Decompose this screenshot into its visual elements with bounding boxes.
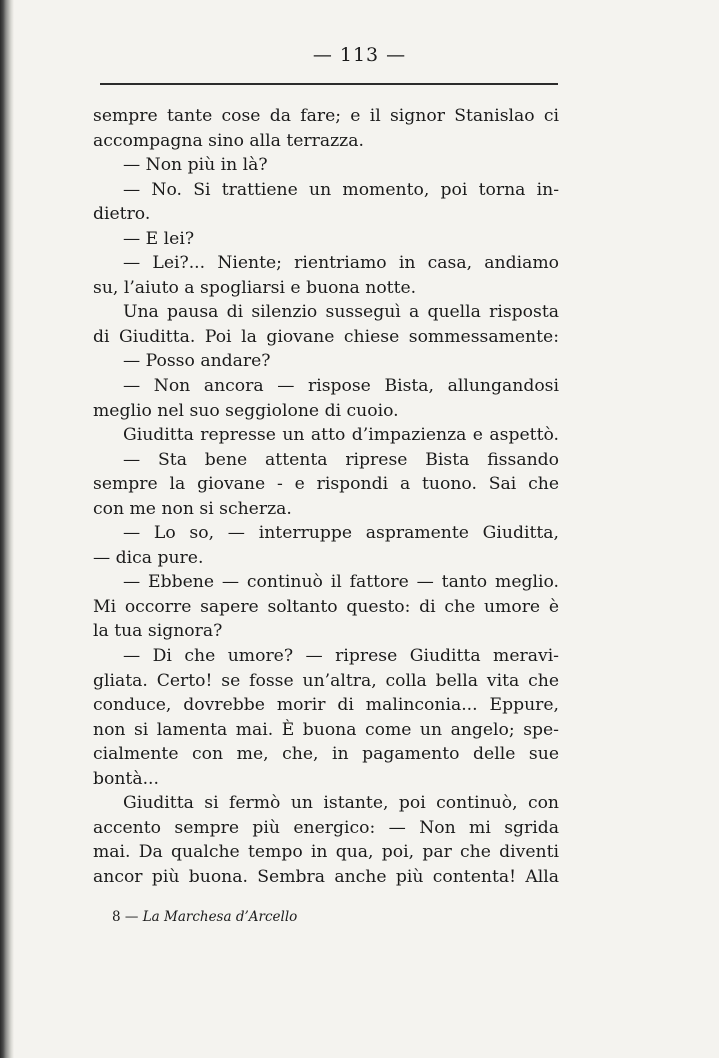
header-rule [100, 83, 558, 85]
text-line: — Non ancora — rispose Bista, allungandosi [123, 376, 559, 397]
text-line: gliata. Certo! se fosse un’altra, colla bella vita che [93, 670, 559, 691]
text-line: Giuditta si fermò un istante, poi continuò, con [123, 793, 559, 814]
text-line: — Sta bene attenta riprese Bista fissando [123, 449, 559, 470]
text-line: — Posso andare? [123, 351, 271, 372]
text-line: bontà... [93, 768, 159, 789]
text-line: Mi occorre sapere soltanto questo: di che umore è [93, 596, 559, 617]
text-line: ancor più buona. Sembra anche più contenta! Alla [93, 866, 559, 887]
text-line: accompagna sino alla terrazza. [93, 130, 364, 151]
text-line: — No. Si trattiene un momento, poi torna in- [123, 179, 559, 200]
text-line: meglio nel suo seggiolone di cuoio. [93, 400, 399, 421]
text-line: Giuditta represse un atto d’impazienza e aspettò. [123, 425, 559, 446]
printer-signature [112, 909, 297, 925]
text-line: accento sempre più energico: — Non mi sgrida [93, 817, 559, 838]
text-line: su, l’aiuto a spogliarsi e buona notte. [93, 277, 417, 298]
text-line: mai. Da qualche tempo in qua, poi, par che diventi [93, 842, 559, 863]
text-line: cialmente con me, che, in pagamento delle sue [93, 744, 559, 765]
text-line: conduce, dovrebbe morir di malinconia... Eppure, [93, 695, 559, 716]
text-line: di Giuditta. Poi la giovane chiese sommessamente: [93, 326, 559, 347]
scan-binding-shadow [0, 0, 14, 1058]
text-line: — Non più in là? [123, 155, 268, 176]
text-line: con me non si scherza. [93, 498, 292, 519]
text-line: — Di che umore? — riprese Giuditta meravi- [123, 646, 559, 667]
text-line: — Ebbene — continuò il fattore — tanto meglio. [123, 572, 559, 593]
text-line: la tua signora? [93, 621, 223, 642]
text-line: — E lei? [123, 228, 195, 249]
page-number: — 113 — [312, 44, 407, 66]
signature-title: La Marchesa d’Arcello [142, 909, 298, 925]
text-line: — Lei?... Niente; rientriamo in casa, andiamo [123, 253, 559, 274]
text-line: sempre la giovane - e rispondi a tuono. Sai che [93, 474, 559, 495]
text-line: sempre tante cose da fare; e il signor Stanislao ci [93, 106, 559, 126]
text-line: Una pausa di silenzio susseguì a quella risposta [123, 302, 559, 323]
signature-number: 8 — [112, 909, 139, 925]
text-line: — dica pure. [93, 547, 204, 568]
text-line: dietro. [93, 204, 151, 225]
text-body [93, 104, 559, 890]
text-line: — Lo so, — interruppe aspramente Giuditta, [123, 523, 559, 544]
text-line: non si lamenta mai. È buona come un angelo; spe- [93, 719, 559, 740]
